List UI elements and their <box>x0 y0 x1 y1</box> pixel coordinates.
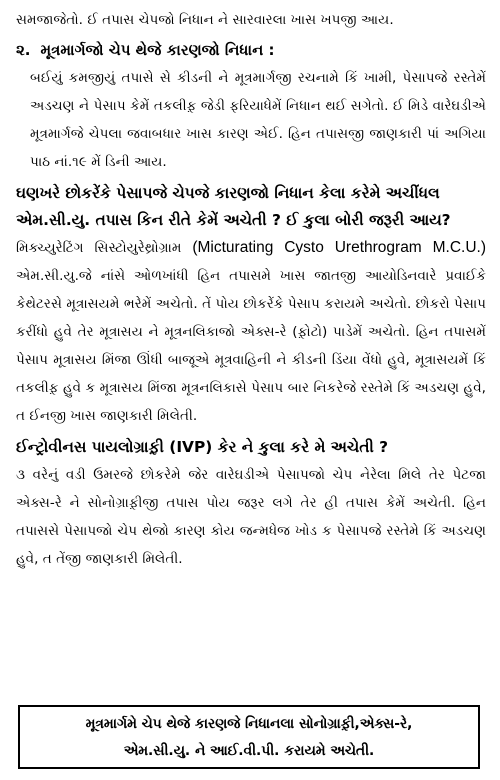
intro-line: સમજાજેતો. ઈ તપાસ ચેપજો નિધાન ને સારવારલા ખાસ ખપજી આય. <box>16 12 394 28</box>
section-heading <box>16 36 486 64</box>
summary-line-1: મૂત્રમાર્ગમે ચેપ થેજે કારણજે નિધાનલા સોનોગ્રાફ઼ી,એક્સ-રે, <box>85 716 413 732</box>
mcu-body: એમ.સી.યુ.જે નાંસે ઓળખાંધી હિન તપાસમે ખાસ જાતજી આયોડિનવારે પ્રવાઈકે કેથેટરસે મૂત્રાસયમે ભરેમેં અચેતો. તેં પોય છોકરેંકે પેસાપ કરાયમે અચેતો. છોકરો પેસાપ કરીંધો હુવે તેર મૂત્રાસય ને મૂત્રનલિકાજો એક્સ-રે (ફ઼ોટો) પાડેમેં અચેતો. હિન તપાસમેં પેસાપ મૂત્રાસય મિંજા ઊંધી બાજૂએ મૂત્રવાહિની ને કીડની ડિંયા વેંધો હુવે, મૂત્રાસયમેં કિં તકલીફ઼ હુવે ક મૂત્રાસય મિંજા મૂત્રનલિકાસે પેસાપ બાર નિકરેજે રસ્તેમે કિં અડચણ હુવે, ત ઈનજી ખાસ જાણકારી મિલેતી. <box>16 268 486 424</box>
mcu-paragraph <box>16 234 486 430</box>
summary-box <box>18 705 480 769</box>
question-mcu-heading: ઘણખરે છોકરેંકે પેસાપજે ચેપજે કારણજો નિધાન કેલા કરેમે અચીંધલ એમ.સી.યુ. તપાસ કિન રીતે કેમેં અચેતી ? ઈ કુલા બોરી જરૂરી આય? <box>16 184 451 229</box>
mcu-lead: મિક્ચ્યુરેટિંગ સિસ્ટોયુરેથ્રોગ્રામ <box>16 240 193 256</box>
question-ivp-heading: ઈન્ટ્રોવીનસ પાયલોગ્રાફ઼ી (IVP) કેર ને કુલા કરે મે અચેતી ? <box>16 438 389 456</box>
ivp-paragraph: ૩ વરેનું વડી ઉમરજે છોકરેમે જેર વારેઘડીએ પેસાપજો ચેપ નેરેલા મિલે તેર પેટજા એક્સ-રે ને સોનોગ્રાફ઼ીજી તપાસ પોય જરૂર લગે તેર હી તપાસ કેમેં અચેતી. હિન તપાસસે પેસાપજો ચેપ થેજો કારણ કોય જન્મધેજ ખોડ ક પેસાપજે રસ્તેમે કિં અડચણ હુવે, ત તેંજી જાણકારી મિલેતી. <box>16 467 486 567</box>
section-title: મૂત્રમાર્ગજો ચેપ થેજે કારણજો નિધાન : <box>40 41 275 59</box>
section-body: બઈયું કમજીયું તપાસે સે કીડની ને મૂત્રમાર્ગજી રચનામે કિં ખામી, પેસાપજે રસ્તેમેં અડચણ ને પેસાપ કેમેં તકલીફ઼ જેડી ફરિયાધેમેં નિધાન થઈ સગેતો. ઈ મિડે વારેઘડીએ મૂત્રમાર્ગજે ચેપલા જવાબધાર ખાસ કારણ એઈ. હિન તપાસજી જાણકારી પાં અગિયા પાઠ નાં.૧૯ મેં ડિની આય. <box>30 70 486 170</box>
summary-line-2: એમ.સી.યુ. ને આઈ.વી.પી. કરાયમે અચેતી. <box>123 743 375 759</box>
mcu-english-term: (Micturating Cysto Urethrogram M.C.U.) <box>192 239 486 256</box>
section-number: ૨. <box>16 41 31 59</box>
